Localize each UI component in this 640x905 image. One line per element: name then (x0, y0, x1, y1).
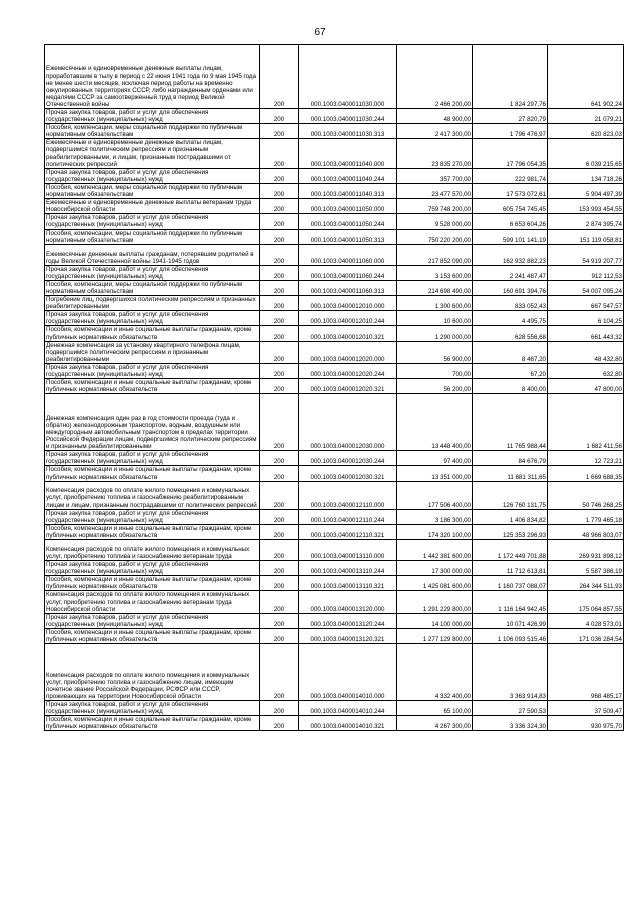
row-approved-cell: 1 300 600,00 (397, 296, 473, 311)
row-kbk-cell: 000.1003.0400011060.000 (299, 244, 397, 265)
row-name-cell: Прочая закупка товаров, работ и услуг для обеспечения государственных (муниципальных) нужд (45, 363, 260, 378)
row-executed-cell: 27 590,53 (473, 701, 548, 716)
row-name-cell: Прочая закупка товаров, работ и услуг для обеспечения государственных (муниципальных) нужд (45, 509, 260, 524)
row-remaining-cell: 1 669 688,35 (548, 466, 624, 481)
row-executed-cell: 599 101 141,19 (473, 229, 548, 244)
row-kbk-cell: 000.1003.0400011040.244 (299, 168, 397, 183)
row-kbk-cell: 000.1003.0400012030.321 (299, 466, 397, 481)
row-executed-cell: 4 495,75 (473, 311, 548, 326)
row-remaining-cell: 930 975,70 (548, 716, 624, 731)
table-row (45, 229, 624, 244)
row-remaining-cell: 912 112,53 (548, 265, 624, 280)
row-executed-cell: 3 336 324,30 (473, 716, 548, 731)
table-row (45, 214, 624, 229)
row-approved-cell: 3 153 600,00 (397, 265, 473, 280)
table-row (45, 394, 624, 451)
row-remaining-cell: 620 823,03 (548, 124, 624, 139)
row-code-cell: 200 (260, 214, 299, 229)
table-row (45, 139, 624, 168)
row-executed-cell: 125 353 296,93 (473, 524, 548, 539)
table-row (45, 628, 624, 643)
row-code-cell: 200 (260, 379, 299, 394)
table-row (45, 311, 624, 326)
row-code-cell: 200 (260, 341, 299, 363)
row-name-cell: Компенсация расходов по оплате жилого помещения и коммунальных услуг, приобретению топлива и газоснабжению реабилитированным лицам и лицам, признанным пострадавшими от политических репрессий (45, 481, 260, 509)
row-approved-cell: 17 300 000,00 (397, 561, 473, 576)
row-kbk-cell: 000.1003.0400013110.000 (299, 540, 397, 561)
row-approved-cell: 4 332 400,00 (397, 644, 473, 701)
row-name-cell: Денежная компенсация один раз в год стоимости проезда (туда и обратно) железнодорожным транспортом, водным, воздушным или междугородным автомобильным транспортом в пределах территории Российской Федерации лицам, подвергшимся политическим репрессиям и признанным реабилитированными (45, 394, 260, 451)
row-executed-cell: 126 760 131,75 (473, 481, 548, 509)
table-row (45, 379, 624, 394)
row-approved-cell: 759 748 200,00 (397, 199, 473, 214)
row-kbk-cell: 000.1003.0400011030.313 (299, 124, 397, 139)
row-code-cell: 200 (260, 394, 299, 451)
row-executed-cell: 162 932 882,23 (473, 244, 548, 265)
table-row (45, 109, 624, 124)
row-code-cell: 200 (260, 466, 299, 481)
row-executed-cell: 11 765 988,44 (473, 394, 548, 451)
row-code-cell: 200 (260, 280, 299, 295)
row-remaining-cell: 5 904 497,39 (548, 183, 624, 198)
row-remaining-cell: 12 723,21 (548, 451, 624, 466)
table-row (45, 168, 624, 183)
table-row (45, 326, 624, 341)
row-kbk-cell: 000.1003.0400012030.000 (299, 394, 397, 451)
row-name-cell: Ежемесячные денежные выплаты гражданам, потерявшим родителей в годы Великой Отечественной войны 1941-1945 годов (45, 244, 260, 265)
row-approved-cell: 177 506 400,00 (397, 481, 473, 509)
row-executed-cell: 67,20 (473, 363, 548, 378)
row-kbk-cell: 000.1003.0400012110.244 (299, 509, 397, 524)
row-remaining-cell: 134 718,26 (548, 168, 624, 183)
row-kbk-cell: 000.1003.0400011050.000 (299, 199, 397, 214)
table-row (45, 199, 624, 214)
row-kbk-cell: 000.1003.0400012020.321 (299, 379, 397, 394)
row-code-cell: 200 (260, 591, 299, 613)
row-remaining-cell: 269 931 898,12 (548, 540, 624, 561)
row-executed-cell: 11 712 613,81 (473, 561, 548, 576)
row-name-cell: Прочая закупка товаров, работ и услуг для обеспечения государственных (муниципальных) нужд (45, 561, 260, 576)
row-remaining-cell: 661 443,32 (548, 326, 624, 341)
table-row (45, 341, 624, 363)
row-code-cell: 200 (260, 613, 299, 628)
row-approved-cell: 1 425 081 600,00 (397, 576, 473, 591)
row-remaining-cell: 6 104,25 (548, 311, 624, 326)
row-executed-cell: 10 071 426,99 (473, 613, 548, 628)
row-approved-cell: 65 100,00 (397, 701, 473, 716)
row-executed-cell: 160 691 394,76 (473, 280, 548, 295)
row-code-cell: 200 (260, 363, 299, 378)
row-code-cell: 200 (260, 644, 299, 701)
table-row (45, 466, 624, 481)
row-code-cell: 200 (260, 576, 299, 591)
row-kbk-cell: 000.1003.0400011050.244 (299, 214, 397, 229)
row-name-cell: Прочая закупка товаров, работ и услуг для обеспечения государственных (муниципальных) нужд (45, 214, 260, 229)
row-name-cell: Пособия, компенсации, меры социальной поддержки по публичным нормативным обязательствам (45, 280, 260, 295)
row-executed-cell: 2 241 487,47 (473, 265, 548, 280)
row-executed-cell: 628 556,68 (473, 326, 548, 341)
row-executed-cell: 1 796 476,97 (473, 124, 548, 139)
row-approved-cell: 750 220 200,00 (397, 229, 473, 244)
row-remaining-cell: 54 007 095,24 (548, 280, 624, 295)
row-code-cell: 200 (260, 139, 299, 168)
row-approved-cell: 700,00 (397, 363, 473, 378)
row-name-cell: Пособия, компенсации и иные социальные выплаты гражданам, кроме публичных нормативных обязательств (45, 326, 260, 341)
row-code-cell: 200 (260, 296, 299, 311)
table-row (45, 481, 624, 509)
row-executed-cell: 6 653 604,26 (473, 214, 548, 229)
row-kbk-cell: 000.1003.0400013120.244 (299, 613, 397, 628)
row-kbk-cell: 000.1003.0400012110.321 (299, 524, 397, 539)
row-remaining-cell: 48 432,80 (548, 341, 624, 363)
row-approved-cell: 174 320 100,00 (397, 524, 473, 539)
row-code-cell: 200 (260, 183, 299, 198)
row-approved-cell: 48 900,00 (397, 109, 473, 124)
row-remaining-cell: 153 993 454,55 (548, 199, 624, 214)
row-kbk-cell: 000.1003.0400011060.313 (299, 280, 397, 295)
row-approved-cell: 1 442 381 600,00 (397, 540, 473, 561)
row-remaining-cell: 6 039 215,65 (548, 139, 624, 168)
row-kbk-cell: 000.1003.0400013110.244 (299, 561, 397, 576)
row-remaining-cell: 48 966 803,07 (548, 524, 624, 539)
table-row (45, 244, 624, 265)
row-name-cell: Прочая закупка товаров, работ и услуг для обеспечения государственных (муниципальных) нужд (45, 451, 260, 466)
row-kbk-cell: 000.1003.0400011040.000 (299, 139, 397, 168)
table-row (45, 561, 624, 576)
row-remaining-cell: 1 779 465,18 (548, 509, 624, 524)
table-row (45, 280, 624, 295)
row-approved-cell: 23 835 270,00 (397, 139, 473, 168)
row-kbk-cell: 000.1003.0400013120.321 (299, 628, 397, 643)
row-remaining-cell: 5 587 386,19 (548, 561, 624, 576)
row-code-cell: 200 (260, 540, 299, 561)
row-kbk-cell: 000.1003.0400014010.321 (299, 716, 397, 731)
row-kbk-cell: 000.1003.0400012010.000 (299, 296, 397, 311)
table-row (45, 509, 624, 524)
row-executed-cell: 833 052,43 (473, 296, 548, 311)
row-remaining-cell: 1 682 411,56 (548, 394, 624, 451)
row-approved-cell: 13 448 400,00 (397, 394, 473, 451)
table-row (45, 124, 624, 139)
row-approved-cell: 14 100 000,00 (397, 613, 473, 628)
row-executed-cell: 1 824 297,76 (473, 45, 548, 109)
table-row (45, 576, 624, 591)
row-kbk-cell: 000.1003.0400011030.244 (299, 109, 397, 124)
row-kbk-cell: 000.1003.0400011050.313 (299, 229, 397, 244)
row-name-cell: Пособия, компенсации и иные социальные выплаты гражданам, кроме публичных нормативных обязательств (45, 466, 260, 481)
row-kbk-cell: 000.1003.0400012010.244 (299, 311, 397, 326)
row-name-cell: Прочая закупка товаров, работ и услуг для обеспечения государственных (муниципальных) нужд (45, 265, 260, 280)
row-executed-cell: 84 676,79 (473, 451, 548, 466)
row-executed-cell: 1 116 164 942,45 (473, 591, 548, 613)
table-row (45, 451, 624, 466)
row-remaining-cell: 54 919 207,77 (548, 244, 624, 265)
row-kbk-cell: 000.1003.0400012030.244 (299, 451, 397, 466)
row-kbk-cell: 000.1003.0400011030.000 (299, 45, 397, 109)
table-row (45, 540, 624, 561)
row-kbk-cell: 000.1003.0400012110.000 (299, 481, 397, 509)
row-executed-cell: 8 400,00 (473, 379, 548, 394)
budget-execution-table (44, 44, 624, 731)
row-approved-cell: 10 600,00 (397, 311, 473, 326)
row-approved-cell: 4 267 300,00 (397, 716, 473, 731)
row-kbk-cell: 000.1003.0400011060.244 (299, 265, 397, 280)
row-approved-cell: 23 477 570,00 (397, 183, 473, 198)
row-executed-cell: 8 467,20 (473, 341, 548, 363)
row-approved-cell: 357 700,00 (397, 168, 473, 183)
row-code-cell: 200 (260, 311, 299, 326)
row-executed-cell: 1 160 737 088,07 (473, 576, 548, 591)
row-code-cell: 200 (260, 326, 299, 341)
row-name-cell: Пособия, компенсации, меры социальной поддержки по публичным нормативным обязательствам (45, 229, 260, 244)
row-name-cell: Денежная компенсация за установку квартирного телефона лицам, подвергшимся политическим репрессиям и признанным реабилитированными (45, 341, 260, 363)
row-executed-cell: 222 981,74 (473, 168, 548, 183)
row-name-cell: Ежемесячные и единовременные денежные выплаты ветеранам труда Новосибирской области (45, 199, 260, 214)
row-code-cell: 200 (260, 199, 299, 214)
row-code-cell: 200 (260, 45, 299, 109)
row-code-cell: 200 (260, 481, 299, 509)
row-code-cell: 200 (260, 168, 299, 183)
row-remaining-cell: 264 344 511,93 (548, 576, 624, 591)
table-row (45, 45, 624, 109)
row-approved-cell: 56 200,00 (397, 379, 473, 394)
row-executed-cell: 17 573 072,61 (473, 183, 548, 198)
row-code-cell: 200 (260, 628, 299, 643)
table-row (45, 716, 624, 731)
row-approved-cell: 1 290 000,00 (397, 326, 473, 341)
row-executed-cell: 17 796 054,35 (473, 139, 548, 168)
row-executed-cell: 605 754 745,45 (473, 199, 548, 214)
row-kbk-cell: 000.1003.0400012020.000 (299, 341, 397, 363)
table-row (45, 524, 624, 539)
row-remaining-cell: 21 079,21 (548, 109, 624, 124)
row-executed-cell: 27 820,79 (473, 109, 548, 124)
row-approved-cell: 9 528 000,00 (397, 214, 473, 229)
row-name-cell: Пособия, компенсации и иные социальные выплаты гражданам, кроме публичных нормативных обязательств (45, 716, 260, 731)
row-name-cell: Ежемесячные и единовременные денежные выплаты лицам, подвергшимся политическим репрессиям и признанным реабилитированными, и лицам, признанным пострадавшими от политических репрессий (45, 139, 260, 168)
row-code-cell: 200 (260, 451, 299, 466)
table-row (45, 613, 624, 628)
row-remaining-cell: 50 746 268,25 (548, 481, 624, 509)
row-kbk-cell: 000.1003.0400011040.313 (299, 183, 397, 198)
row-name-cell: Погребение лиц, подвергшихся политическим репрессиям и признанных реабилитированными (45, 296, 260, 311)
table-row (45, 591, 624, 613)
row-executed-cell: 11 681 311,65 (473, 466, 548, 481)
row-name-cell: Компенсация расходов по оплате жилого помещения и коммунальных услуг, приобретению топлива и газоснабжению лицам, имеющим почетное звание Российской Федерации, РСФСР или СССР, проживающих на территории Новосибирской области (45, 644, 260, 701)
row-code-cell: 200 (260, 244, 299, 265)
row-remaining-cell: 151 119 058,81 (548, 229, 624, 244)
row-executed-cell: 1 172 449 701,88 (473, 540, 548, 561)
row-remaining-cell: 4 028 573,01 (548, 613, 624, 628)
row-kbk-cell: 000.1003.0400012010.321 (299, 326, 397, 341)
table-row (45, 363, 624, 378)
row-name-cell: Пособия, компенсации и иные социальные выплаты гражданам, кроме публичных нормативных обязательств (45, 524, 260, 539)
row-approved-cell: 2 417 300,00 (397, 124, 473, 139)
row-remaining-cell: 2 874 395,74 (548, 214, 624, 229)
row-approved-cell: 214 698 490,00 (397, 280, 473, 295)
row-executed-cell: 1 406 834,82 (473, 509, 548, 524)
row-approved-cell: 13 351 000,00 (397, 466, 473, 481)
row-name-cell: Прочая закупка товаров, работ и услуг для обеспечения государственных (муниципальных) нужд (45, 311, 260, 326)
row-remaining-cell: 171 036 284,54 (548, 628, 624, 643)
table-row (45, 296, 624, 311)
row-code-cell: 200 (260, 561, 299, 576)
row-name-cell: Ежемесячные и единовременные денежные выплаты лицам, проработавшим в тылу в период с 22 июня 1941 года по 9 мая 1945 года не менее шести месяцев, исключая период работы на временно оккупированных территориях СССР, либо награжденным орденами или медалями СССР за самоотверженный труд в период Великой Отечественной войны (45, 45, 260, 109)
row-approved-cell: 2 466 200,00 (397, 45, 473, 109)
row-code-cell: 200 (260, 124, 299, 139)
row-name-cell: Компенсация расходов по оплате жилого помещения и коммунальных услуг, приобретению топлива и газоснабжению ветеранам труда Новосибирской области (45, 591, 260, 613)
row-code-cell: 200 (260, 716, 299, 731)
table-row (45, 644, 624, 701)
row-code-cell: 200 (260, 265, 299, 280)
row-remaining-cell: 37 509,47 (548, 701, 624, 716)
row-approved-cell: 1 291 229 800,00 (397, 591, 473, 613)
page-number: 67 (314, 27, 326, 38)
row-code-cell: 200 (260, 509, 299, 524)
row-approved-cell: 3 186 300,00 (397, 509, 473, 524)
table-row (45, 265, 624, 280)
row-executed-cell: 1 106 093 515,46 (473, 628, 548, 643)
row-kbk-cell: 000.1003.0400013110.321 (299, 576, 397, 591)
row-kbk-cell: 000.1003.0400013120.000 (299, 591, 397, 613)
row-approved-cell: 56 900,00 (397, 341, 473, 363)
row-name-cell: Прочая закупка товаров, работ и услуг для обеспечения государственных (муниципальных) нужд (45, 613, 260, 628)
row-remaining-cell: 667 547,57 (548, 296, 624, 311)
row-name-cell: Компенсация расходов по оплате жилого помещения и коммунальных услуг, приобретению топлива и газоснабжению ветеранам труда (45, 540, 260, 561)
row-approved-cell: 217 852 090,00 (397, 244, 473, 265)
row-remaining-cell: 175 064 857,55 (548, 591, 624, 613)
row-name-cell: Прочая закупка товаров, работ и услуг для обеспечения государственных (муниципальных) нужд (45, 109, 260, 124)
row-name-cell: Пособия, компенсации и иные социальные выплаты гражданам, кроме публичных нормативных обязательств (45, 628, 260, 643)
row-name-cell: Прочая закупка товаров, работ и услуг для обеспечения государственных (муниципальных) нужд (45, 168, 260, 183)
row-code-cell: 200 (260, 524, 299, 539)
table-row (45, 183, 624, 198)
table-row (45, 701, 624, 716)
row-name-cell: Пособия, компенсации и иные социальные выплаты гражданам, кроме публичных нормативных обязательств (45, 576, 260, 591)
row-code-cell: 200 (260, 109, 299, 124)
row-code-cell: 200 (260, 701, 299, 716)
row-approved-cell: 1 277 129 800,00 (397, 628, 473, 643)
row-kbk-cell: 000.1003.0400012020.244 (299, 363, 397, 378)
row-approved-cell: 97 400,00 (397, 451, 473, 466)
row-name-cell: Пособия, компенсации, меры социальной поддержки по публичным нормативным обязательствам (45, 183, 260, 198)
row-name-cell: Пособия, компенсации и иные социальные выплаты гражданам, кроме публичных нормативных обязательств (45, 379, 260, 394)
row-remaining-cell: 641 902,24 (548, 45, 624, 109)
row-name-cell: Прочая закупка товаров, работ и услуг для обеспечения государственных (муниципальных) нужд (45, 701, 260, 716)
row-remaining-cell: 968 485,17 (548, 644, 624, 701)
row-executed-cell: 3 363 914,83 (473, 644, 548, 701)
row-remaining-cell: 47 800,00 (548, 379, 624, 394)
row-remaining-cell: 632,80 (548, 363, 624, 378)
row-name-cell: Пособия, компенсации, меры социальной поддержки по публичным нормативным обязательствам (45, 124, 260, 139)
table-body (45, 45, 624, 731)
row-kbk-cell: 000.1003.0400014010.244 (299, 701, 397, 716)
row-kbk-cell: 000.1003.0400014010.000 (299, 644, 397, 701)
row-code-cell: 200 (260, 229, 299, 244)
